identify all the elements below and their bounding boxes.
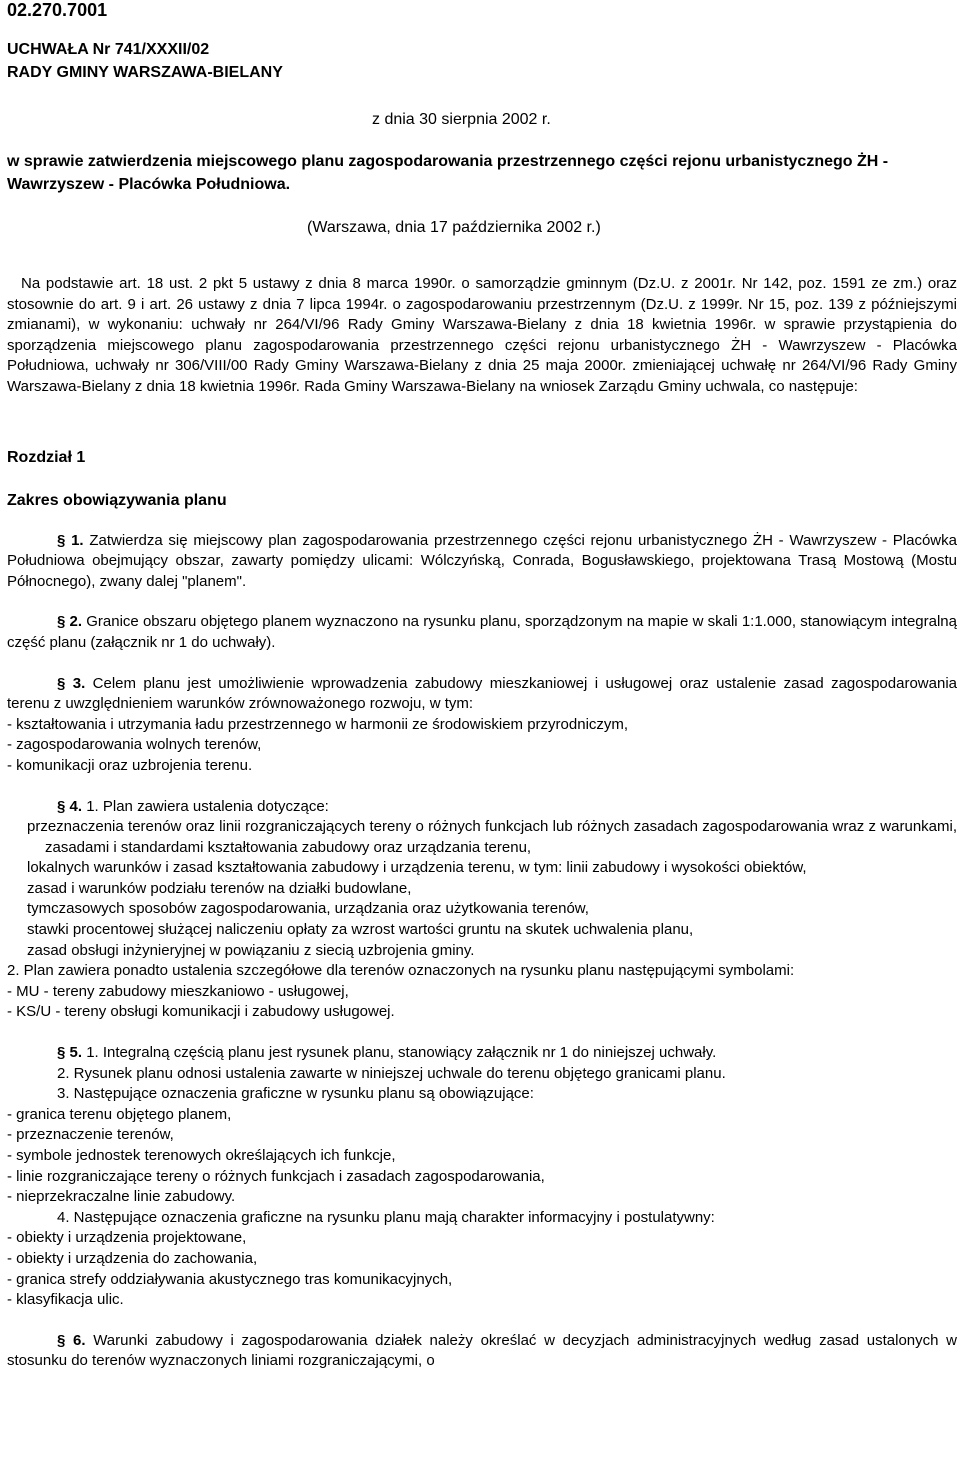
section-3-item-3: - komunikacji oraz uzbrojenia terenu. xyxy=(7,756,253,774)
section-1 xyxy=(7,531,957,593)
section-5-binding-item-3: - symbole jednostek terenowych określających ich funkcje, xyxy=(7,1147,396,1164)
spacer xyxy=(7,512,957,531)
section-5-info-item-3: - granica strefy oddziaływania akustycznego tras komunikacyjnych, xyxy=(7,1270,453,1288)
section-5-binding-item-4: - linie rozgraniczające tereny o różnych funkcjach i zasadach zagospodarowania, xyxy=(7,1167,545,1185)
spacer xyxy=(7,1311,957,1331)
section-3 xyxy=(7,674,957,715)
resolution-title-line-1: UCHWAŁA Nr 741/XXXII/02 xyxy=(7,41,210,58)
spacer xyxy=(7,1023,957,1043)
section-5-number: § 5. xyxy=(57,1044,83,1062)
section-6-number: § 6. xyxy=(57,1331,86,1349)
section-4 xyxy=(7,797,957,818)
spacer xyxy=(7,654,957,674)
section-5-point-4: 4. Następujące oznaczenia graficzne na rysunku planu mają charakter informacyjny i postulatywny: xyxy=(57,1208,715,1226)
resolution-date: z dnia 30 sierpnia 2002 r. xyxy=(372,111,551,128)
section-5-point-3: 3. Następujące oznaczenia graficzne w rysunku planu są obowiązujące: xyxy=(57,1085,534,1103)
section-4-symbol-ksu: - KS/U - tereny obsługi komunikacji i zabudowy usługowej. xyxy=(7,1003,395,1021)
section-1-number: § 1. xyxy=(57,531,84,549)
publication-date: (Warszawa, dnia 17 października 2002 r.) xyxy=(307,219,601,236)
section-4-point-1: 1. Plan zawiera ustalenia dotyczące: xyxy=(82,797,329,815)
section-5-point-2: 2. Rysunek planu odnosi ustalenia zawarte w niniejszej uchwale do terenu objętego granicami planu. xyxy=(57,1064,726,1082)
section-5-binding-item-5: - nieprzekraczalne linie zabudowy. xyxy=(7,1188,236,1206)
resolution-title-line-2: RADY GMINY WARSZAWA-BIELANY xyxy=(7,63,283,81)
section-4-scope-item-2: lokalnych warunków i zasad kształtowania zabudowy i urządzenia terenu, w tym: linii zabudowy i wysokości obiektów, xyxy=(27,859,807,877)
resolution-subject: w sprawie zatwierdzenia miejscowego planu zagospodarowania przestrzennego części rejonu urbanistycznego ŻH - Wawrzyszew - Placówka Południowa. xyxy=(7,153,889,193)
section-4-symbol-mu: - MU - tereny zabudowy mieszkaniowo - usługowej, xyxy=(7,982,349,1000)
spacer xyxy=(7,777,957,797)
section-5-binding-item-2: - przeznaczenie terenów, xyxy=(7,1126,174,1144)
section-4-scope-item-3: zasad i warunków podziału terenów na działki budowlane, xyxy=(27,879,412,897)
section-3-text: Celem planu jest umożliwienie wprowadzenia zabudowy mieszkaniowej i usługowej oraz ustalenie zasad zagospodarowania terenu z uwzględnieniem warunków zrównoważonego rozwoju, w tym: xyxy=(7,674,957,713)
document-number: 02.270.7001 xyxy=(7,0,108,20)
section-6 xyxy=(7,1331,957,1372)
section-5 xyxy=(7,1043,957,1064)
chapter-heading: Rozdział 1 xyxy=(7,448,86,466)
section-2 xyxy=(7,612,957,653)
section-3-item-1: - kształtowania i utrzymania ładu przestrzennego w harmonii ze środowiskiem przyrodniczym, xyxy=(7,715,629,733)
section-2-text: Granice obszaru objętego planem wyznaczono na rysunku planu, sporządzonym na mapie w skali 1:1.000, stanowiącym integralną część planu (załącznik nr 1 do uchwały). xyxy=(7,613,957,651)
preamble: Na podstawie art. 18 ust. 2 pkt 5 ustawy z dnia 8 marca 1990r. o samorządzie gminnym (Dz.U. z 2001r. Nr 142, poz. 1591 ze zm.) oraz stosownie do art. 9 i art. 26 ustawy z dnia 7 lipca 1994r. o zagospodarowaniu przestrzennym (Dz.U. z 1999r. Nr 15, poz. 139 z późniejszymi zmianami), w wykonaniu: uchwały nr 264/VI/96 Rady Gminy Warszawa-Bielany z dnia 18 kwietnia 1996r. w sprawie przystąpienia do sporządzenia miejscowego planu zagospodarowania przestrzennego części rejonu urbanistycznego ŻH - Wawrzyszew - Placówka Południowa, uchwały nr 306/VIII/00 Rady Gminy Warszawa-Bielany z dnia 25 maja 2000r. zmieniającej uchwałę nr 264/VI/96 Rady Gminy Warszawa-Bielany z dnia 18 kwietnia 1996r. Rada Gminy Warszawa-Bielany na wniosek Zarządu Gminy uchwala, co następuje: xyxy=(7,275,957,395)
section-6-text: Warunki zabudowy i zagospodarowania działek należy określać w decyzjach administracyjnych według zasad ustalonych w stosunku do terenów wyznaczonych liniami rozgraniczającymi, o xyxy=(7,1331,957,1370)
section-5-point-1: 1. Integralną częścią planu jest rysunek planu, stanowiący załącznik nr 1 do niniejszej uchwały. xyxy=(82,1044,717,1062)
section-5-info-item-1: - obiekty i urządzenia projektowane, xyxy=(7,1229,247,1247)
section-4-scope-item-5: stawki procentowej służącej naliczeniu opłaty za wzrost wartości gruntu na skutek uchwalenia planu, xyxy=(27,921,694,939)
section-4-scope-item-1: przeznaczenia terenów oraz linii rozgraniczających tereny o różnych funkcjach lub różnych zasadach zagospodarowania wraz z warunkami, zasadami i standardami kształtowania zabudowy oraz urządzania terenu, xyxy=(27,818,957,856)
section-4-scope-item-4: tymczasowych sposobów zagospodarowania, urządzania oraz użytkowania terenów, xyxy=(27,900,589,918)
section-4-number: § 4. xyxy=(57,797,83,815)
section-5-binding-item-1: - granica terenu objętego planem, xyxy=(7,1105,232,1123)
section-3-number: § 3. xyxy=(57,674,86,692)
section-3-item-2: - zagospodarowania wolnych terenów, xyxy=(7,736,262,754)
scope-heading: Zakres obowiązywania planu xyxy=(7,491,227,509)
section-5-info-item-2: - obiekty i urządzenia do zachowania, xyxy=(7,1249,258,1267)
section-2-number: § 2. xyxy=(57,613,83,631)
spacer xyxy=(7,592,957,612)
section-4-point-2: 2. Plan zawiera ponadto ustalenia szczegółowe dla terenów oznaczonych na rysunku planu następującymi symbolami: xyxy=(7,962,795,980)
section-4-scope-item-6: zasad obsługi inżynieryjnej w powiązaniu z siecią uzbrojenia gminy. xyxy=(27,941,475,959)
resolution-title xyxy=(7,39,957,84)
section-5-info-item-4: - klasyfikacja ulic. xyxy=(7,1291,124,1309)
section-1-text: Zatwierdza się miejscowy plan zagospodarowania przestrzennego części rejonu urbanistycznego ŻH - Wawrzyszew - Placówka Południowa obejmujący obszar, zawarty pomiędzy ulicami: Wólczyńską, Conrada, Bogusławskiego, projektowana Trasą Mostową (Mostu Północnego), zwany dalej "planem". xyxy=(7,531,957,590)
